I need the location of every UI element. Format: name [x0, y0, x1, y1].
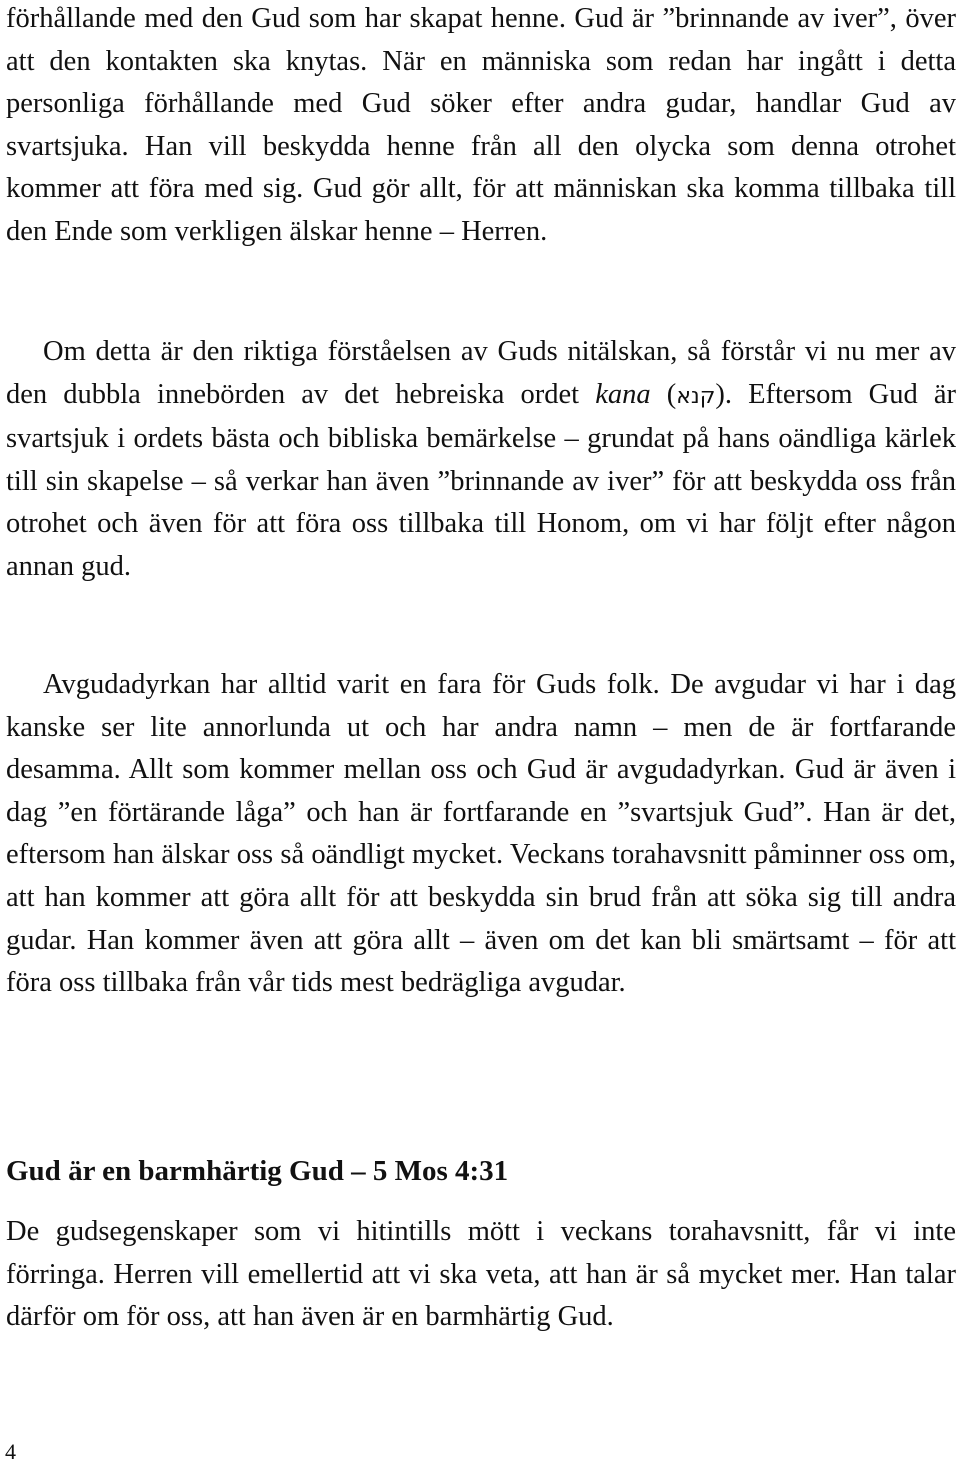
italic-word-kana: kana [595, 378, 651, 410]
page-number: 4 [5, 1439, 16, 1464]
paragraph-1: förhållande med den Gud som har skapat henne. Gud är ”brinnande av iver”, över att den kontakten ska knytas. När en människa som redan har ingått i detta personliga förhållande med Gud söker efter andra gudar, handlar Gud av svartsjuka. Han vill beskydda henne från all den olycka som denna otrohet kommer att föra med sig. Gud gör allt, för att människan ska komma tillbaka till den Ende som verkligen älskar henne – Herren. [6, 3, 956, 247]
paragraph-2 [6, 331, 956, 589]
paragraph-2-text-start: Om detta är den riktiga förståelsen av Guds nitälskan, så förstår vi nu mer av den dubbla innebörden av det hebreiska ordet [6, 336, 956, 410]
paragraph-2-text-rest: ). Eftersom Gud är svartsjuk i ordets bästa och bibliska bemärkelse – grundat på hans oändliga kärlek till sin skapelse – så verkar han även ”brinnande av iver” för att beskydda oss från otrohet och även för att föra oss tillbaka till Honom, om vi har följt efter någon annan gud. [6, 378, 956, 582]
paragraph-3: Avgudadyrkan har alltid varit en fara för Guds folk. De avgudar vi har i dag kanske ser lite annorlunda ut och har andra namn – men de är fortfarande desamma. Allt som kommer mellan oss och Gud är avgudadyrkan. Gud är även i dag ”en förtärande låga” och han är fortfarande en ”svartsjuk Gud”. Han är det, eftersom han älskar oss så oändligt mycket. Veckans torahavsnitt påminner oss om, att han kommer att göra allt för att beskydda sin brud från att söka sig till andra gudar. Han kommer även att göra allt – även om det kan bli smärtsamt – för att föra oss tillbaka från vår tids mest bedrägliga avgudar. [6, 669, 956, 999]
section-heading: Gud är en barmhärtig Gud – 5 Mos 4:31 [6, 1155, 509, 1187]
paren-open: ( [650, 378, 677, 410]
hebrew-word: קנא [676, 383, 716, 409]
paragraph-4: De gudsegenskaper som vi hitintills mött i veckans torahavsnitt, får vi inte förringa. Herren vill emellertid att vi ska veta, att han är så mycket mer. Han talar därför om för oss, att han även är en barmhärtig Gud. [6, 1216, 956, 1333]
